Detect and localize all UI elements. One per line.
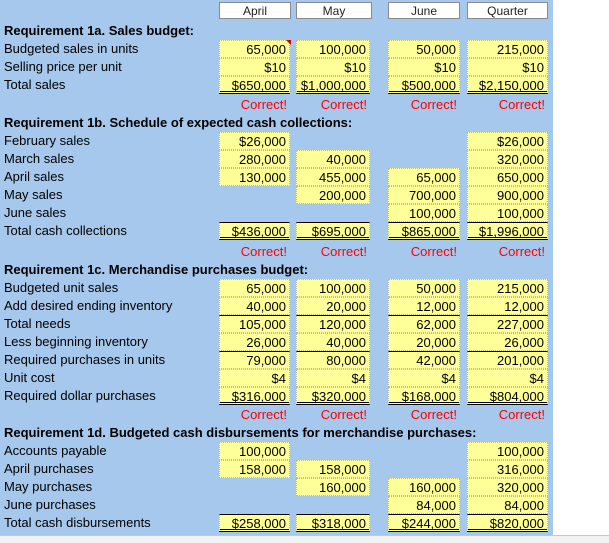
row-label: June sales [4,205,67,220]
input-cell[interactable]: $865,000 [388,222,460,240]
input-cell[interactable]: $1,996,000 [467,222,548,240]
input-cell[interactable]: $2,150,000 [467,76,548,94]
table-row [0,168,553,186]
row-label: Total sales [4,77,66,92]
table-row [0,279,553,297]
check-status: Correct! [498,407,545,422]
input-cell[interactable]: 316,000 [467,460,548,478]
input-cell[interactable]: 158,000 [219,460,290,478]
input-cell[interactable]: 26,000 [219,333,290,351]
check-status: Correct! [410,244,457,259]
input-cell[interactable]: 160,000 [388,478,460,496]
header-april: April [219,2,291,19]
input-cell[interactable]: $804,000 [467,387,548,405]
row-label: Required purchases in units [4,352,166,367]
input-cell[interactable]: $4 [296,369,370,387]
sheet-tab-bar[interactable] [0,535,609,543]
row-label: Selling price per unit [4,59,122,74]
row-label: April purchases [4,461,94,476]
input-cell[interactable]: 65,000 [388,168,460,186]
row-label: February sales [4,133,90,148]
input-cell[interactable]: 84,000 [388,496,460,514]
table-row [0,351,553,369]
table-row [0,442,553,460]
row-label: Total cash collections [4,223,127,238]
row-label: Total needs [4,316,71,331]
table-row [0,76,553,94]
table-row [0,333,553,351]
section-1a-title-row [0,22,553,40]
input-cell[interactable]: 215,000 [467,40,548,58]
input-cell[interactable]: $320,000 [296,387,370,405]
row-label: Required dollar purchases [4,388,156,403]
input-cell[interactable]: 160,000 [296,478,370,496]
input-cell[interactable]: 50,000 [388,279,460,297]
input-cell[interactable]: $316,000 [219,387,290,405]
table-row [0,315,553,333]
input-cell[interactable]: 79,000 [219,351,290,369]
check-status: Correct! [498,97,545,112]
header-quarter: Quarter [467,2,548,19]
input-cell[interactable]: 40,000 [296,150,370,168]
input-cell[interactable]: 227,000 [467,315,548,333]
input-cell[interactable]: 20,000 [296,297,370,315]
row-label: May sales [4,187,63,202]
comment-indicator-icon[interactable] [286,40,291,45]
input-cell[interactable]: $4 [388,369,460,387]
table-row [0,387,553,405]
section-title: Requirement 1a. Sales budget: [4,23,194,38]
input-cell[interactable]: 900,000 [467,186,548,204]
row-label: May purchases [4,479,93,494]
table-row [0,222,553,240]
input-cell[interactable]: $695,000 [296,222,370,240]
check-status: Correct! [240,97,287,112]
input-cell[interactable]: 26,000 [467,333,548,351]
input-cell[interactable]: 200,000 [296,186,370,204]
header-june: June [388,2,460,19]
check-status: Correct! [240,244,287,259]
input-cell[interactable]: 40,000 [296,333,370,351]
input-cell[interactable]: 80,000 [296,351,370,369]
section-1c-title-row [0,261,553,279]
check-row [0,96,553,114]
table-row [0,58,553,76]
section-title: Requirement 1d. Budgeted cash disbursements for merchandise purchases: [4,425,477,440]
input-cell[interactable]: 650,000 [467,168,548,186]
table-row [0,297,553,315]
table-row [0,186,553,204]
row-label: Unit cost [4,370,55,385]
section-1b-title-row [0,114,553,132]
input-cell[interactable]: 100,000 [388,204,460,222]
input-cell[interactable]: 100,000 [296,279,370,297]
input-cell[interactable]: 12,000 [467,297,548,315]
input-cell[interactable]: $10 [467,58,548,76]
input-cell[interactable]: 201,000 [467,351,548,369]
input-cell[interactable]: 12,000 [388,297,460,315]
input-cell[interactable]: $1,000,000 [296,76,370,94]
table-row [0,460,553,478]
check-row [0,406,553,424]
input-cell[interactable]: 215,000 [467,279,548,297]
input-cell[interactable]: $436,000 [219,222,290,240]
input-cell[interactable]: 158,000 [296,460,370,478]
input-cell[interactable]: $10 [296,58,370,76]
section-title: Requirement 1b. Schedule of expected cash collections: [4,115,353,130]
table-row [0,40,553,58]
row-label: March sales [4,151,75,166]
row-label: June purchases [4,497,96,512]
row-label: Add desired ending inventory [4,298,173,313]
input-cell[interactable]: 105,000 [219,315,290,333]
section-1d-title-row [0,424,553,442]
input-cell[interactable]: 50,000 [388,40,460,58]
table-row [0,150,553,168]
input-cell[interactable]: $26,000 [219,132,290,150]
input-cell[interactable]: 65,000 [219,40,290,58]
row-label: Budgeted sales in units [4,41,139,56]
input-cell[interactable]: 100,000 [467,204,548,222]
right-margin [553,0,609,543]
input-cell[interactable]: 100,000 [219,442,290,460]
table-row [0,132,553,150]
row-label: Accounts payable [4,443,107,458]
input-cell[interactable]: $500,000 [388,76,460,94]
row-label: Less beginning inventory [4,334,148,349]
row-label: Budgeted unit sales [4,280,119,295]
row-label: April sales [4,169,64,184]
check-status: Correct! [320,407,367,422]
input-cell[interactable]: 100,000 [296,40,370,58]
input-cell[interactable]: 130,000 [219,168,290,186]
input-cell[interactable]: $650,000 [219,76,290,94]
section-title: Requirement 1c. Merchandise purchases budget: [4,262,309,277]
check-status: Correct! [410,407,457,422]
check-status: Correct! [320,97,367,112]
check-status: Correct! [498,244,545,259]
input-cell[interactable]: $318,000 [296,514,370,532]
input-cell[interactable]: 455,000 [296,168,370,186]
input-cell[interactable]: 320,000 [467,478,548,496]
input-cell[interactable]: 120,000 [296,315,370,333]
input-cell[interactable]: 84,000 [467,496,548,514]
header-may: May [296,2,372,19]
input-cell[interactable]: $244,000 [388,514,460,532]
row-label: Total cash disbursements [4,515,151,530]
table-row [0,496,553,514]
check-row [0,243,553,261]
check-status: Correct! [240,407,287,422]
input-cell[interactable]: $4 [219,369,290,387]
table-row [0,204,553,222]
input-cell[interactable]: 40,000 [219,297,290,315]
input-cell[interactable]: $258,000 [219,514,290,532]
input-cell[interactable]: 320,000 [467,150,548,168]
table-row [0,478,553,496]
check-status: Correct! [320,244,367,259]
input-cell[interactable]: $820,000 [467,514,548,532]
input-cell[interactable]: 280,000 [219,150,290,168]
input-cell[interactable]: 62,000 [388,315,460,333]
input-cell[interactable]: $4 [467,369,548,387]
check-status: Correct! [410,97,457,112]
input-cell[interactable]: 700,000 [388,186,460,204]
table-row [0,514,553,532]
table-row [0,369,553,387]
input-cell[interactable]: 100,000 [467,442,548,460]
input-cell[interactable]: $168,000 [388,387,460,405]
input-cell[interactable]: 20,000 [388,333,460,351]
input-cell[interactable]: 42,000 [388,351,460,369]
input-cell[interactable]: $10 [219,58,290,76]
input-cell[interactable]: $26,000 [467,132,548,150]
input-cell[interactable]: 65,000 [219,279,290,297]
input-cell[interactable]: $10 [388,58,460,76]
